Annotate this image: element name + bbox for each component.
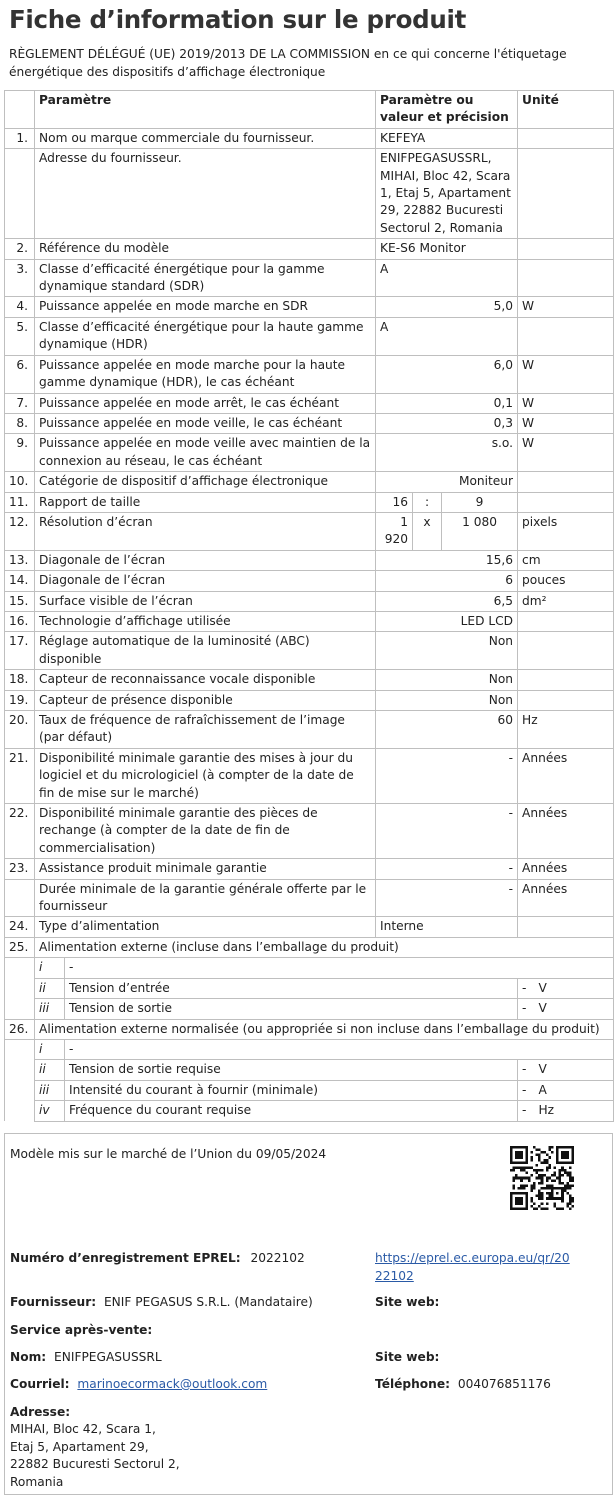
table-subrow: iv Fréquence du courant requise - Hz — [5, 1101, 614, 1121]
table-row: 13. Diagonale de l’écran 15,6 cm — [5, 550, 614, 570]
table-row: 22. Disponibilité minimale garantie des pièces de rechange (à compter de la date de fin de commercialisation) - Années — [5, 804, 614, 859]
address-label: Adresse: — [10, 1405, 71, 1419]
placed-on-market: Modèle mis sur le marché de l’Union du 09/05/2024 — [10, 1147, 327, 1161]
table-row: 4. Puissance appelée en mode marche en SDR 5,0 W — [5, 297, 614, 317]
address-block: MIHAI, Bloc 42, Scara 1, Etaj 5, Apartament 29, 22882 Bucuresti Sectorul 2, Romania — [10, 1422, 180, 1489]
spec-table — [4, 90, 614, 1122]
table-row: 15. Surface visible de l’écran 6,5 dm² — [5, 591, 614, 611]
table-subrow: iii Intensité du courant à fournir (minimale) - A — [5, 1080, 614, 1100]
table-row: 19. Capteur de présence disponible Non — [5, 690, 614, 710]
table-subrow: ii Tension de sortie requise - V — [5, 1060, 614, 1080]
table-header-row — [5, 91, 614, 129]
service-email: Courriel: marinoecormack@outlook.com — [10, 1377, 268, 1391]
table-subrow: ii Tension d’entrée - V — [5, 978, 614, 998]
qr-code-icon[interactable] — [510, 1146, 574, 1210]
table-row: 14. Diagonale de l’écran 6 pouces — [5, 571, 614, 591]
supplier: Fournisseur: ENIF PEGASUS S.R.L. (Mandataire) — [10, 1295, 313, 1309]
eprel-number: Numéro d’enregistrement EPREL: 2022102 — [10, 1251, 305, 1265]
table-row: 21. Disponibilité minimale garantie des mises à jour du logiciel et du micrologiciel (à compter de la date de fin de mise sur le marché) - Années — [5, 748, 614, 803]
table-row: 6. Puissance appelée en mode marche pour la haute gamme dynamique (HDR), le cas échéant 6,0 W — [5, 355, 614, 393]
table-row: 17. Réglage automatique de la luminosité (ABC) disponible Non — [5, 632, 614, 670]
table-row: 3. Classe d’efficacité énergétique pour la gamme dynamique standard (SDR) A — [5, 259, 614, 297]
table-subrow: i - — [5, 1039, 614, 1059]
service-label: Service après-vente: — [10, 1323, 153, 1337]
table-row: 7. Puissance appelée en mode arrêt, le cas échéant 0,1 W — [5, 393, 614, 413]
table-subrow: iii Tension de sortie - V — [5, 999, 614, 1019]
service-website-label: Site web: — [375, 1350, 440, 1364]
table-row: 1. Nom ou marque commerciale du fournisseur. KEFEYA — [5, 128, 614, 148]
table-row: Durée minimale de la garantie générale offerte par le fournisseur - Années — [5, 879, 614, 917]
email-link[interactable]: marinoecormack@outlook.com — [77, 1377, 268, 1391]
table-row: 25. Alimentation externe (incluse dans l’emballage du produit) — [5, 937, 614, 957]
eprel-info-box — [4, 1133, 613, 1495]
service-name: Nom: ENIFPEGASUSSRL — [10, 1350, 162, 1364]
table-row: 20. Taux de fréquence de rafraîchissement de l’image (par défaut) 60 Hz — [5, 711, 614, 749]
header-value: Paramètre ou valeur et précision — [376, 91, 518, 129]
table-row: Adresse du fournisseur. ENIFPEGASUSSRL, MIHAI, Bloc 42, Scara 1, Etaj 5, Apartament 29, 22882 Bucuresti Sectorul 2, Romania — [5, 149, 614, 239]
table-subrow: i - — [5, 958, 614, 978]
website-label: Site web: — [375, 1295, 440, 1309]
regulation-text: RÈGLEMENT DÉLÉGUÉ (UE) 2019/2013 DE LA COMMISSION en ce qui concerne l'étiquetage énergétique des dispositifs d’affichage électronique — [9, 47, 567, 79]
eprel-link[interactable]: https://eprel.ec.europa.eu/qr/20 22102 — [375, 1251, 570, 1283]
table-row: 5. Classe d’efficacité énergétique pour la haute gamme dynamique (HDR) A — [5, 317, 614, 355]
page-title: Fiche d’information sur le produit — [9, 5, 466, 34]
header-unit: Unité — [518, 91, 614, 129]
table-row: 9. Puissance appelée en mode veille avec maintien de la connexion au réseau, le cas échéant s.o. W — [5, 434, 614, 472]
header-param: Paramètre — [35, 91, 376, 129]
table-row: 12. Résolution d’écran 1 920 x 1 080 pixels — [5, 512, 614, 550]
table-row: 2. Référence du modèle KE-S6 Monitor — [5, 239, 614, 259]
table-row: 23. Assistance produit minimale garantie - Années — [5, 859, 614, 879]
table-row: 24. Type d’alimentation Interne — [5, 917, 614, 937]
table-row: 26. Alimentation externe normalisée (ou appropriée si non incluse dans l’emballage du produit) — [5, 1019, 614, 1039]
table-row: 16. Technologie d’affichage utilisée LED LCD — [5, 611, 614, 631]
table-row: 11. Rapport de taille 16 : 9 — [5, 492, 614, 512]
table-row: 18. Capteur de reconnaissance vocale disponible Non — [5, 670, 614, 690]
table-row: 8. Puissance appelée en mode veille, le cas échéant 0,3 W — [5, 413, 614, 433]
table-row: 10. Catégorie de dispositif d’affichage électronique Moniteur — [5, 472, 614, 492]
service-phone: Téléphone: 004076851176 — [375, 1377, 551, 1391]
